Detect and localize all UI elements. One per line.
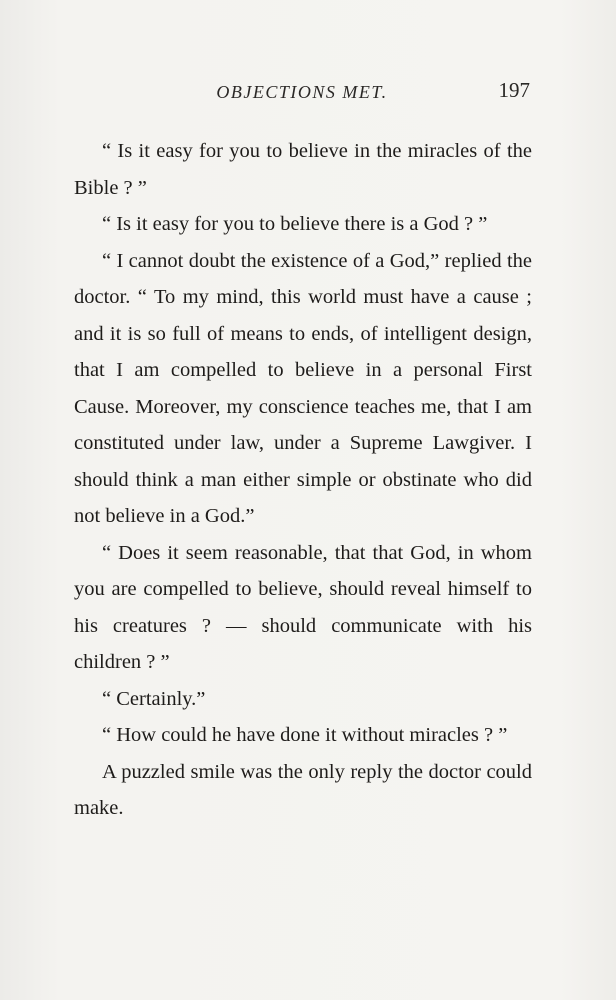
paragraph: “ How could he have done it without miracles ? ” [102,724,508,746]
running-head [74,78,530,108]
body-text [74,133,532,827]
paragraph: “ Certainly.” [102,687,206,710]
paragraph: “ Is it easy for you to believe in the miracles of the Bible ? ” [74,140,532,199]
paragraph: “ Does it seem reasonable, that that God, in whom you are compelled to believe, should reveal himself to his creatures ? — should communicate with his children ? ” [74,541,532,673]
paragraph: “ I cannot doubt the existence of a God,” replied the doctor. “ To my mind, this world must have a cause ; and it is so full of means to ends, of intelligent design, that I am compelled to believe in a personal First Cause. Moreover, my conscience teaches me, that I am constituted under law, under a Supreme Lawgiver. I should think a man either simple or obstinate who did not believe in a God.” [74,249,532,527]
paragraph: “ Is it easy for you to believe there is a God ? ” [102,213,488,235]
page-number: 197 [498,78,530,102]
running-title: OBJECTIONS MET. [216,82,388,102]
paragraph: A puzzled smile was the only reply the doctor could make. [74,760,532,819]
